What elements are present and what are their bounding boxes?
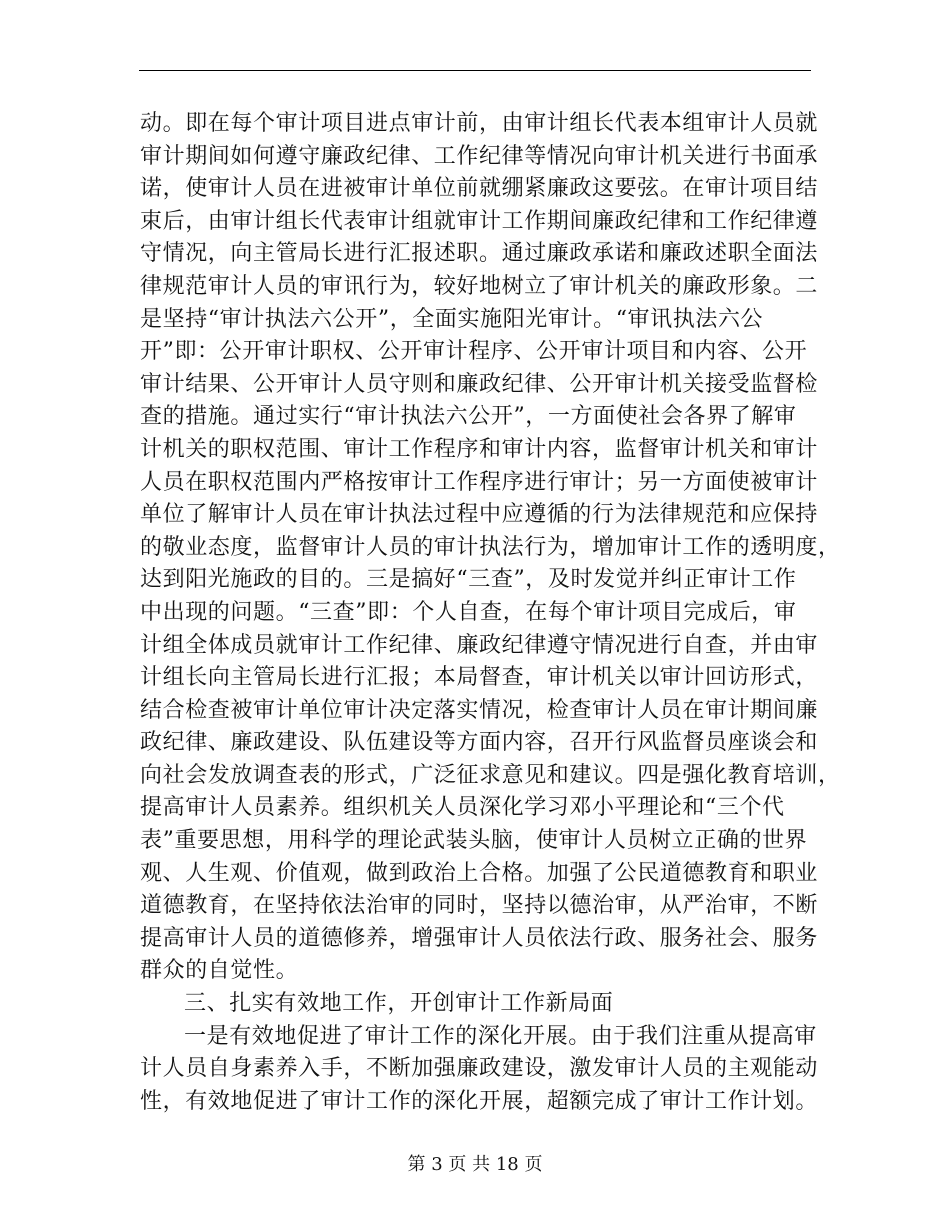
text-line: 的敬业态度，监督审计人员的审计执法行为，增加审计工作的透明度，: [140, 534, 841, 560]
text-line: 道德教育，在坚持依法治审的同时，坚持以德治审，从严治审，不断: [140, 893, 819, 919]
text-line: 计机关的职权范围、审计工作程序和审计内容，监督审计机关和审计: [140, 436, 819, 462]
text-line: 诺，使审计人员在进被审计单位前就绷紧廉政这要弦。在审计项目结: [140, 176, 819, 202]
text-line: 审计结果、公开审计人员守则和廉政纪律、公开审计机关接受监督检: [140, 371, 819, 397]
text-line: 提高审计人员素养。组织机关人员深化学习邓小平理论和“三个代: [140, 795, 785, 821]
text-line: 单位了解审计人员在审计执法过程中应遵循的行为法律规范和应保持: [140, 502, 819, 528]
text-line: 达到阳光施政的目的。三是搞好“三查”，及时发觉并纠正审计工作: [140, 567, 797, 593]
text-line: 是坚持“审计执法六公开”，全面实施阳光审计。“审讯执法六公: [140, 306, 764, 332]
text-line: 计组长向主管局长进行汇报；本局督查，审计机关以审计回访形式，: [140, 665, 819, 691]
text-line: 束后，由审计组长代表审计组就审计工作期间廉政纪律和工作纪律遵: [140, 208, 819, 234]
text-line: 计人员自身素养入手，不断加强廉政建设，激发审计人员的主观能动: [140, 1056, 819, 1082]
body-text: [140, 108, 841, 1118]
text-line: 性，有效地促进了审计工作的深化开展，超额完成了审计工作计划。: [140, 1088, 819, 1114]
text-line: 结合检查被审计单位审计决定落实情况，检查审计人员在审计期间廉: [140, 697, 819, 723]
text-line: 动。即在每个审计项目进点审计前，由审计组长代表本组审计人员就: [140, 111, 819, 136]
paragraph-first-line: 一是有效地促进了审计工作的深化开展。由于我们注重从提高审: [184, 1023, 817, 1049]
text-line: 查的措施。通过实行“审计执法六公开”，一方面使社会各界了解审: [140, 404, 797, 430]
text-line: 人员在职权范围内严格按审计工作程序进行审计；另一方面使被审计: [140, 469, 819, 495]
text-line: 政纪律、廉政建设、队伍建设等方面内容，召开行风监督员座谈会和: [140, 730, 819, 756]
page-footer: 第 3 页 共 18 页: [407, 1154, 543, 1175]
header-rule: [139, 70, 811, 71]
text-line: 向社会发放调查表的形式，广泛征求意见和建议。四是强化教育培训，: [140, 762, 841, 788]
text-line: 群众的自觉性。: [140, 958, 299, 984]
text-line: 审计期间如何遵守廉政纪律、工作纪律等情况向审计机关进行书面承: [140, 143, 819, 169]
text-line: 开”即：公开审计职权、公开审计程序、公开审计项目和内容、公开: [140, 339, 808, 365]
section-heading: 三、扎实有效地工作，开创审计工作新局面: [184, 991, 614, 1017]
text-line: 计组全体成员就审计工作纪律、廉政纪律遵守情况进行自查，并由审: [140, 632, 819, 658]
text-line: 律规范审计人员的审讯行为，较好地树立了审计机关的廉政形象。二: [140, 273, 819, 299]
text-line: 中出现的问题。“三查”即：个人自查，在每个审计项目完成后，审: [140, 599, 797, 625]
text-line: 提高审计人员的道德修养，增强审计人员依法行政、服务社会、服务: [140, 925, 819, 951]
text-line: 表”重要思想，用科学的理论武装头脑，使审计人员树立正确的世界: [140, 828, 808, 854]
text-line: 守情况，向主管局长进行汇报述职。通过廉政承诺和廉政述职全面法: [140, 241, 819, 267]
text-line: 观、人生观、价值观，做到政治上合格。加强了公民道德教育和职业: [140, 860, 819, 886]
